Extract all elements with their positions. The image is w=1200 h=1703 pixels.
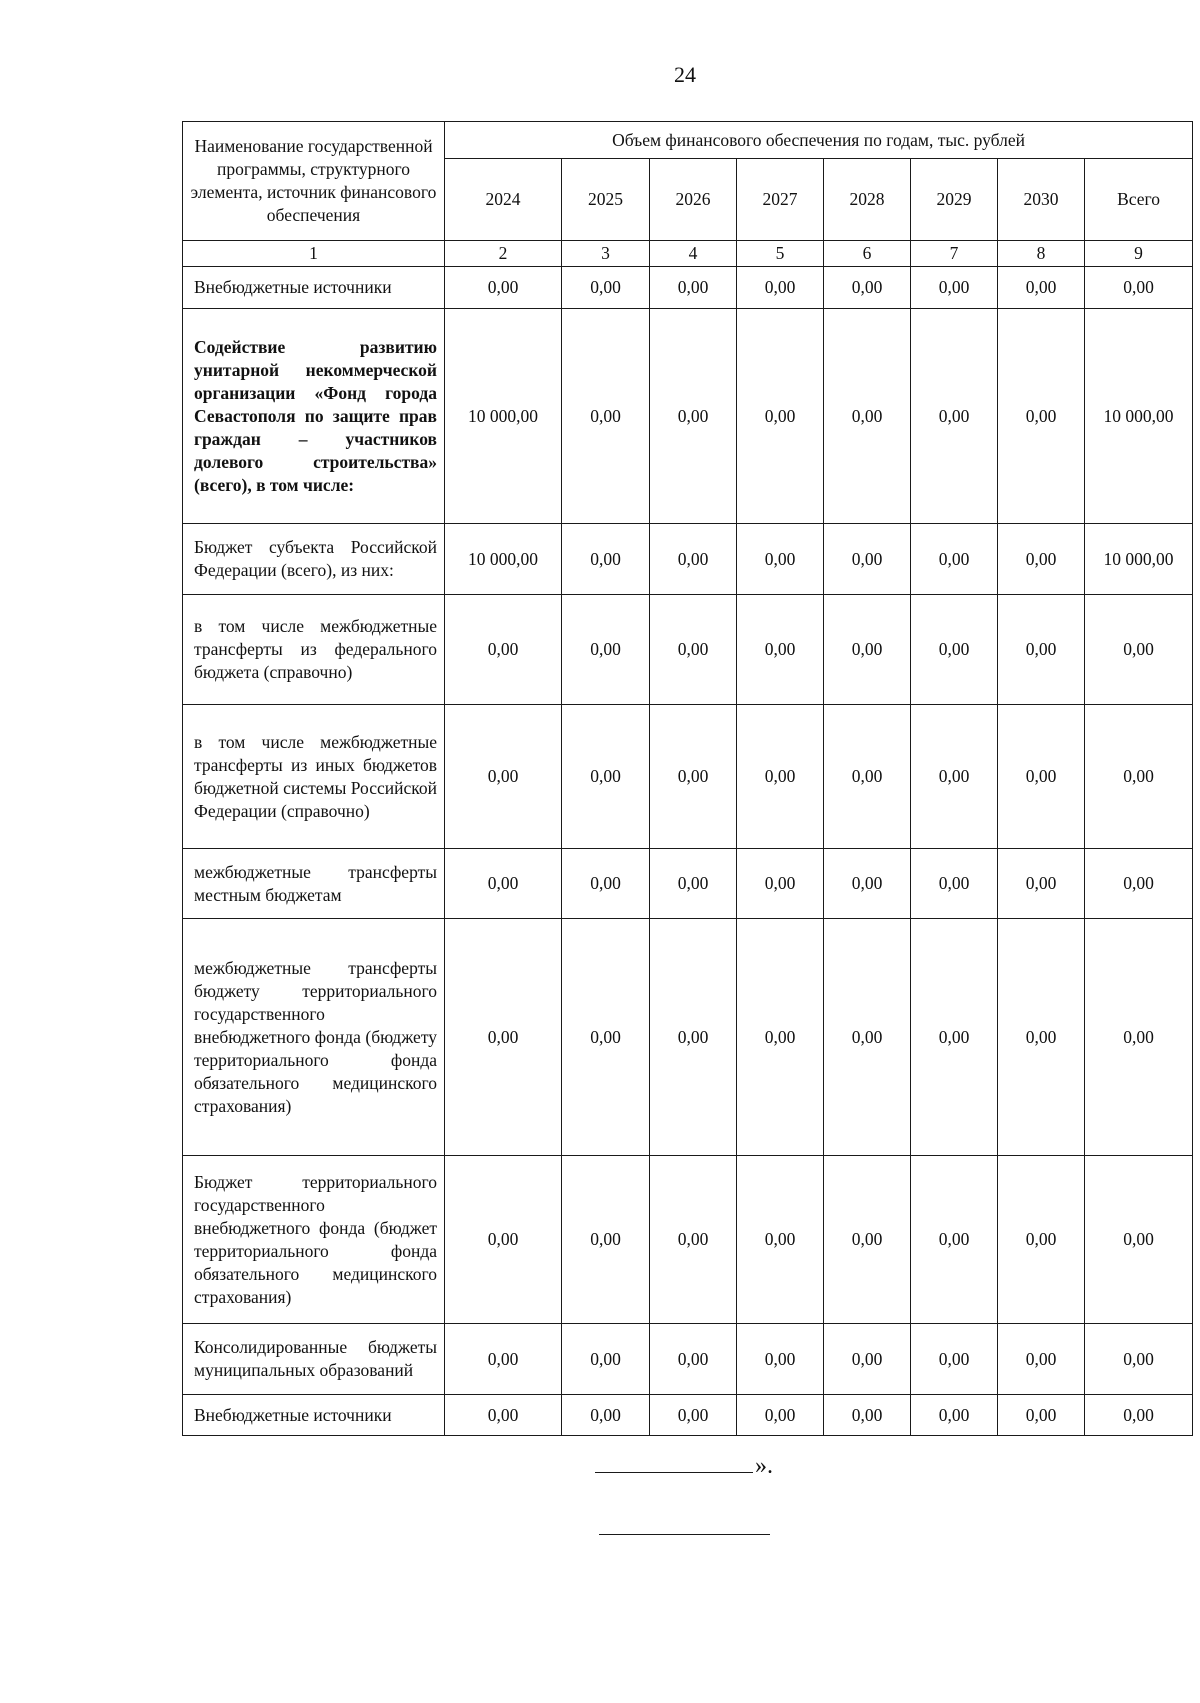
row-year-value: 0,00	[998, 267, 1085, 309]
table-row	[183, 524, 1193, 595]
row-total-value: 0,00	[1085, 1156, 1193, 1324]
row-year-value: 0,00	[650, 849, 737, 919]
header-year: 2026	[650, 159, 737, 241]
row-year-value: 0,00	[650, 1324, 737, 1395]
row-year-value: 0,00	[562, 1324, 650, 1395]
row-year-value: 0,00	[824, 919, 911, 1156]
header-year: 2024	[445, 159, 562, 241]
row-name: межбюджетные трансферты бюджету территориального государственного внебюджетного фонда (бюджету территориального фонда обязательного медицинского страхования)	[183, 919, 445, 1156]
row-name: в том числе межбюджетные трансферты из иных бюджетов бюджетной системы Российской Федерации (справочно)	[183, 705, 445, 849]
row-year-value: 0,00	[445, 1324, 562, 1395]
table-row	[183, 267, 1193, 309]
row-year-value: 0,00	[737, 524, 824, 595]
row-total-value: 0,00	[1085, 595, 1193, 705]
header-name-column: Наименование государственной программы, структурного элемента, источник финансового обеспечения	[183, 122, 445, 241]
table-row	[183, 595, 1193, 705]
row-name: в том числе межбюджетные трансферты из федерального бюджета (справочно)	[183, 595, 445, 705]
table-row	[183, 1395, 1193, 1436]
row-year-value: 0,00	[650, 1156, 737, 1324]
table-row	[183, 1156, 1193, 1324]
header-year: 2030	[998, 159, 1085, 241]
row-total-value: 0,00	[1085, 705, 1193, 849]
column-number: 9	[1085, 241, 1193, 267]
row-year-value: 0,00	[650, 595, 737, 705]
table-row	[183, 705, 1193, 849]
row-year-value: 0,00	[824, 267, 911, 309]
closing-underline	[595, 1452, 753, 1473]
row-name: Содействие развитию унитарной некоммерческой организации «Фонд города Севастополя по защите прав граждан – участников долевого строительства» (всего), в том числе:	[183, 309, 445, 524]
table-body	[183, 267, 1193, 1436]
row-year-value: 0,00	[998, 849, 1085, 919]
row-year-value: 0,00	[562, 267, 650, 309]
closing-mark	[595, 1452, 773, 1480]
row-year-value: 0,00	[998, 309, 1085, 524]
end-rule	[599, 1534, 770, 1535]
row-year-value: 0,00	[650, 524, 737, 595]
header-year: 2029	[911, 159, 998, 241]
row-name: Внебюджетные источники	[183, 267, 445, 309]
row-year-value: 0,00	[562, 309, 650, 524]
column-number: 7	[911, 241, 998, 267]
row-year-value: 0,00	[737, 309, 824, 524]
row-year-value: 0,00	[824, 849, 911, 919]
row-year-value: 0,00	[737, 267, 824, 309]
column-number: 8	[998, 241, 1085, 267]
row-year-value: 0,00	[562, 849, 650, 919]
row-year-value: 0,00	[998, 919, 1085, 1156]
row-year-value: 0,00	[445, 919, 562, 1156]
row-year-value: 0,00	[824, 309, 911, 524]
row-year-value: 0,00	[562, 919, 650, 1156]
row-year-value: 0,00	[737, 1324, 824, 1395]
column-number: 1	[183, 241, 445, 267]
row-year-value: 0,00	[562, 705, 650, 849]
row-year-value: 0,00	[911, 849, 998, 919]
row-year-value: 10 000,00	[445, 524, 562, 595]
header-total: Всего	[1085, 159, 1193, 241]
row-year-value: 0,00	[650, 1395, 737, 1436]
row-year-value: 0,00	[911, 1395, 998, 1436]
row-year-value: 0,00	[562, 1156, 650, 1324]
row-name: Консолидированные бюджеты муниципальных образований	[183, 1324, 445, 1395]
column-number: 5	[737, 241, 824, 267]
table-row	[183, 849, 1193, 919]
table-row	[183, 919, 1193, 1156]
row-total-value: 10 000,00	[1085, 309, 1193, 524]
row-year-value: 0,00	[445, 705, 562, 849]
row-year-value: 0,00	[737, 849, 824, 919]
row-total-value: 0,00	[1085, 919, 1193, 1156]
row-year-value: 0,00	[562, 595, 650, 705]
row-year-value: 0,00	[911, 595, 998, 705]
financing-table	[182, 121, 1193, 1436]
column-number: 4	[650, 241, 737, 267]
row-year-value: 0,00	[911, 309, 998, 524]
header-year: 2025	[562, 159, 650, 241]
closing-quote: ».	[755, 1453, 773, 1479]
row-year-value: 0,00	[998, 524, 1085, 595]
row-year-value: 0,00	[911, 1156, 998, 1324]
row-name: Внебюджетные источники	[183, 1395, 445, 1436]
row-year-value: 0,00	[737, 595, 824, 705]
column-number: 2	[445, 241, 562, 267]
row-year-value: 0,00	[650, 267, 737, 309]
page-number: 24	[674, 62, 696, 87]
row-year-value: 0,00	[737, 705, 824, 849]
row-total-value: 0,00	[1085, 267, 1193, 309]
row-year-value: 0,00	[998, 1156, 1085, 1324]
row-year-value: 0,00	[650, 309, 737, 524]
row-year-value: 0,00	[824, 524, 911, 595]
row-year-value: 0,00	[911, 524, 998, 595]
row-year-value: 0,00	[737, 919, 824, 1156]
table-row	[183, 1324, 1193, 1395]
row-year-value: 0,00	[562, 1395, 650, 1436]
row-year-value: 0,00	[737, 1156, 824, 1324]
row-year-value: 0,00	[562, 524, 650, 595]
row-year-value: 0,00	[824, 1156, 911, 1324]
row-year-value: 0,00	[911, 1324, 998, 1395]
row-year-value: 0,00	[911, 705, 998, 849]
row-total-value: 10 000,00	[1085, 524, 1193, 595]
row-year-value: 0,00	[445, 267, 562, 309]
row-year-value: 0,00	[737, 1395, 824, 1436]
row-year-value: 0,00	[911, 919, 998, 1156]
column-number: 3	[562, 241, 650, 267]
row-year-value: 0,00	[824, 1324, 911, 1395]
row-year-value: 0,00	[445, 849, 562, 919]
header-group-title: Объем финансового обеспечения по годам, тыс. рублей	[445, 122, 1193, 159]
row-year-value: 0,00	[824, 1395, 911, 1436]
column-number: 6	[824, 241, 911, 267]
row-year-value: 0,00	[650, 919, 737, 1156]
row-year-value: 10 000,00	[445, 309, 562, 524]
table-row	[183, 309, 1193, 524]
row-total-value: 0,00	[1085, 849, 1193, 919]
row-total-value: 0,00	[1085, 1324, 1193, 1395]
header-year: 2027	[737, 159, 824, 241]
row-year-value: 0,00	[445, 1156, 562, 1324]
header-year: 2028	[824, 159, 911, 241]
row-year-value: 0,00	[650, 705, 737, 849]
row-year-value: 0,00	[824, 595, 911, 705]
row-year-value: 0,00	[445, 595, 562, 705]
row-name: Бюджет территориального государственного внебюджетного фонда (бюджет территориального фонда обязательного медицинского страхования)	[183, 1156, 445, 1324]
row-total-value: 0,00	[1085, 1395, 1193, 1436]
row-year-value: 0,00	[824, 705, 911, 849]
row-name: Бюджет субъекта Российской Федерации (всего), из них:	[183, 524, 445, 595]
row-year-value: 0,00	[998, 1395, 1085, 1436]
row-year-value: 0,00	[911, 267, 998, 309]
row-year-value: 0,00	[998, 705, 1085, 849]
row-year-value: 0,00	[998, 1324, 1085, 1395]
row-name: межбюджетные трансферты местным бюджетам	[183, 849, 445, 919]
row-year-value: 0,00	[998, 595, 1085, 705]
row-year-value: 0,00	[445, 1395, 562, 1436]
